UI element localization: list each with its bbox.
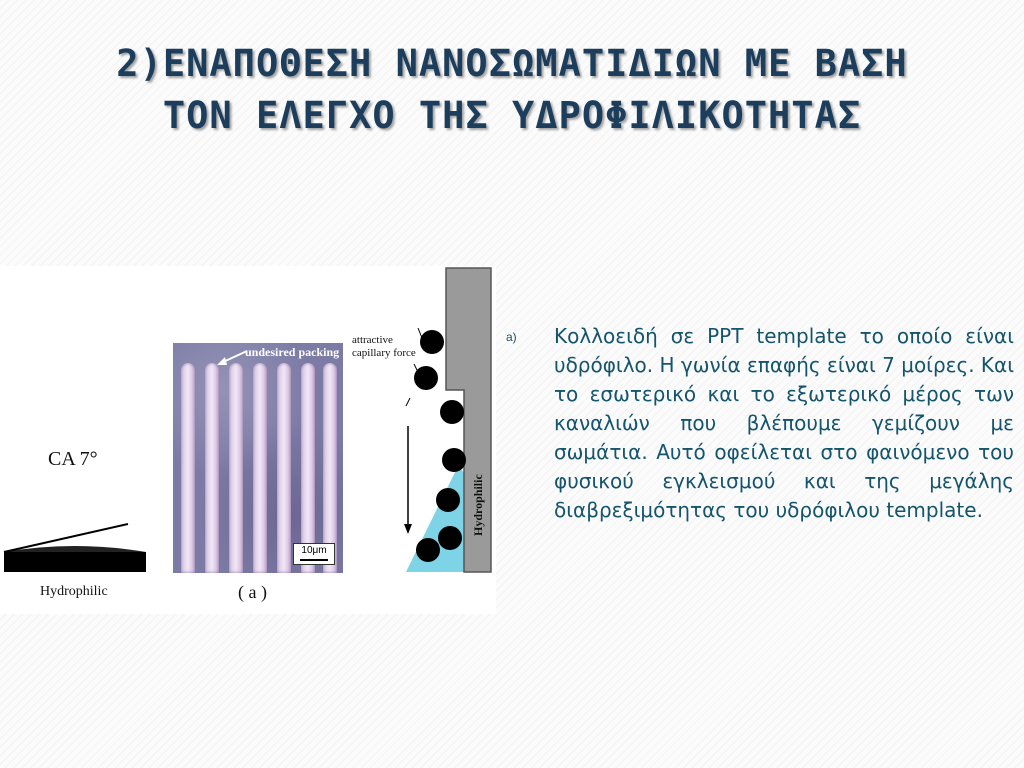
sem-image	[173, 343, 343, 573]
substrate	[4, 552, 146, 572]
annotation-arrow	[215, 347, 249, 367]
channel-strip	[181, 363, 195, 573]
particle	[442, 448, 466, 472]
panel-label: ( a )	[238, 582, 267, 602]
force-tick	[414, 364, 418, 372]
contact-angle-label: CA 7°	[48, 448, 98, 470]
particle	[416, 538, 440, 562]
title-line-1: 2)ΕΝΑΠΟΘΕΣΗ ΝΑΝΟΣΩΜΑΤΙΔΙΩΝ ΜΕ ΒΑΣΗ	[116, 42, 908, 85]
particle	[436, 488, 460, 512]
channel-strip	[205, 363, 219, 573]
capillary-schematic	[396, 266, 496, 576]
channel-strip	[253, 363, 267, 573]
figure-panel	[0, 266, 496, 614]
capillary-label: attractive capillary force	[352, 334, 416, 359]
bullet-marker: a)	[506, 330, 517, 344]
scale-bar-label: 10μm	[301, 545, 327, 556]
channel-strip	[301, 363, 315, 573]
particle	[440, 400, 464, 424]
direction-arrowhead	[404, 524, 412, 534]
title-line-2: ΤΟΝ ΕΛΕΓΧΟ ΤΗΣ ΥΔΡΟΦΙΛΙΚΟΤΗΤΑΣ	[162, 94, 862, 137]
particle	[414, 366, 438, 390]
channel-strip	[277, 363, 291, 573]
droplet-diagram	[0, 522, 150, 574]
body-paragraph: Κολλοειδή σε PPT template το οποίο είναι υδρόφιλο. Η γωνία επαφής είναι 7 μοίρες. Και το εσωτερικό και το εξωτερικό μέρος των καναλιών που βλέπουμε γεμίζουν με σωμάτια. Αυτό οφείλεται στο φαινόμενο του φυσικού εγκλεισμού και της μεγάλης διαβρεξιμότητας του υδρόφιλου template.	[554, 324, 1014, 522]
sem-annotation: undesired packing	[245, 345, 340, 359]
force-tick	[406, 398, 410, 406]
force-tick	[418, 328, 422, 338]
channel-strip	[229, 363, 243, 573]
channel-strip	[323, 363, 337, 573]
scale-bar	[300, 559, 328, 561]
wall-label: Hydrophilic	[471, 474, 485, 536]
hydrophilic-label: Hydrophilic	[40, 584, 108, 599]
scale-bar-box	[293, 543, 335, 565]
slide-title	[0, 38, 1024, 142]
particle	[438, 526, 462, 550]
particle	[420, 330, 444, 354]
